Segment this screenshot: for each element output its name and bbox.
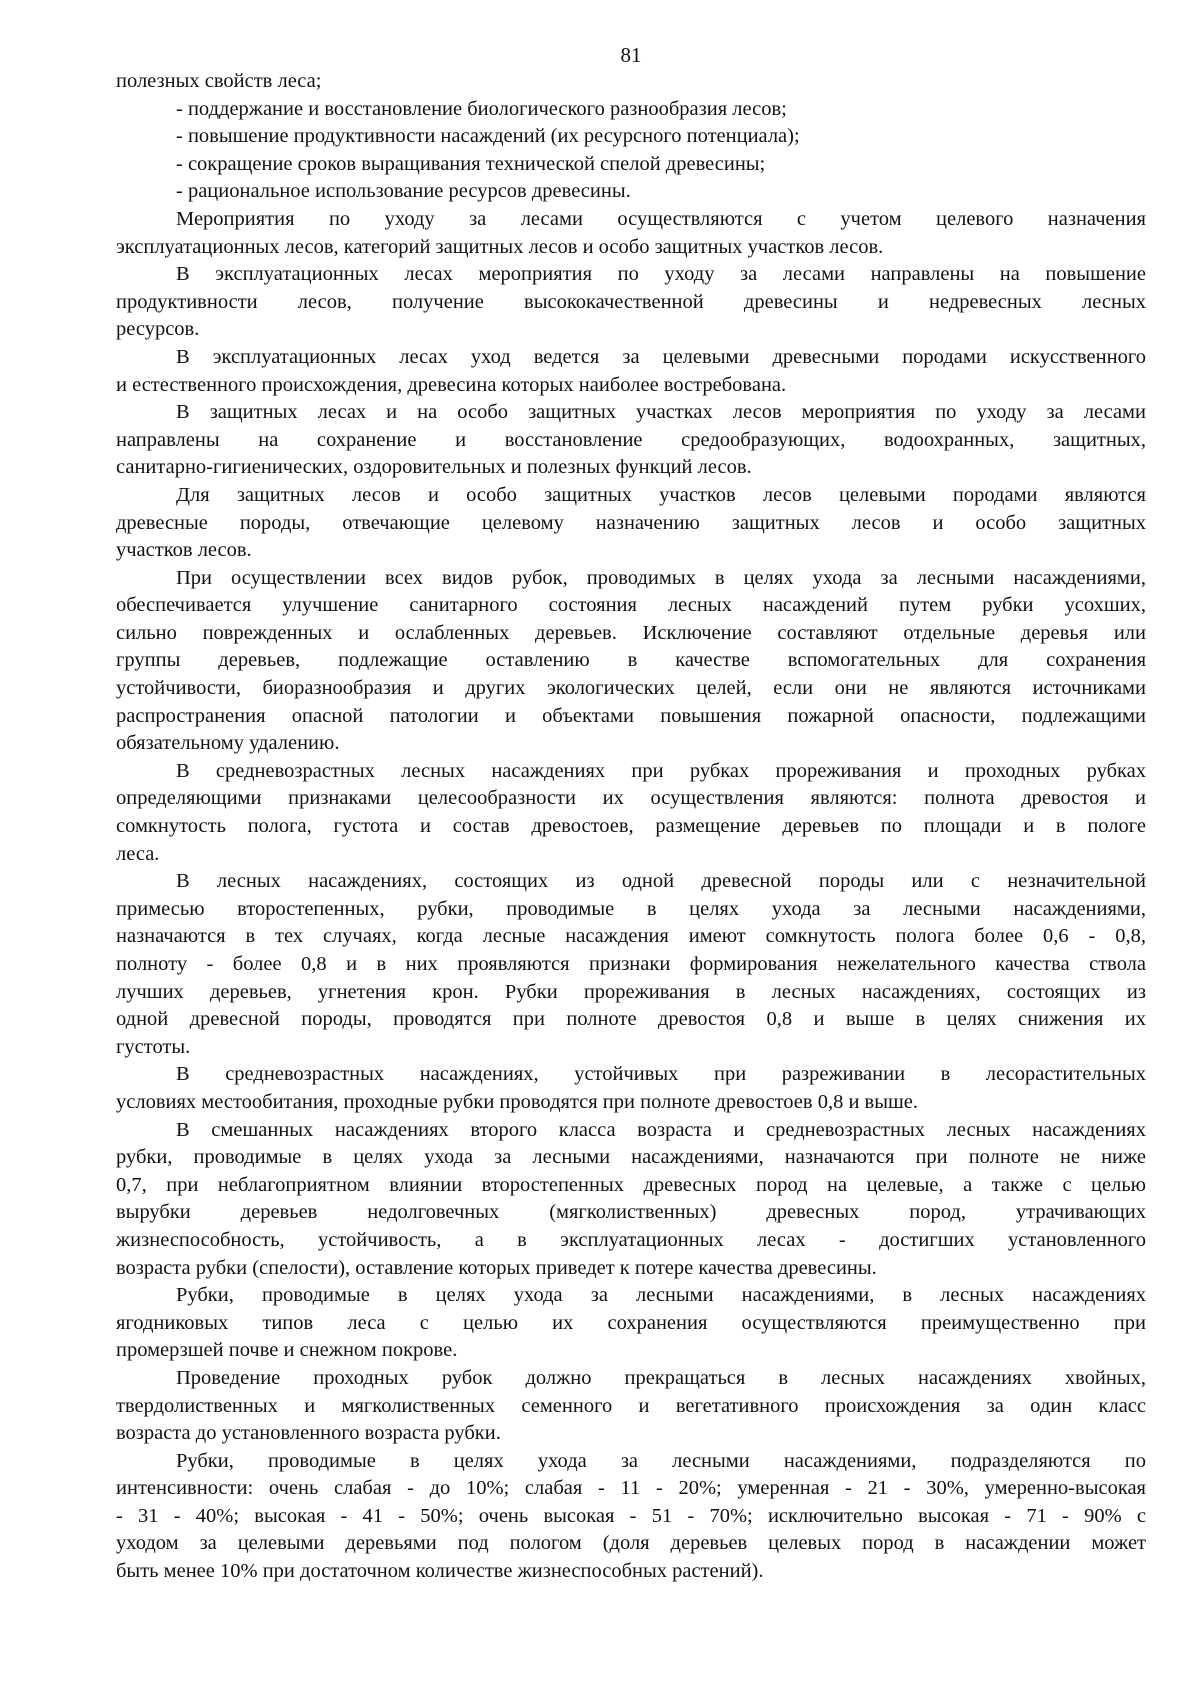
text-line: В средневозрастных насаждениях, устойчивых при разреживании в лесорастительных [176, 1063, 1146, 1086]
text-line: направлены на сохранение и восстановление средообразующих, водоохранных, защитных, [116, 428, 1146, 451]
text-line: обеспечивается улучшение санитарного состояния лесных насаждений путем рубки усохших, [116, 594, 1146, 617]
text-line: эксплуатационных лесов, категорий защитных лесов и особо защитных участков лесов. [116, 235, 884, 258]
text-line: 0,7, при неблагоприятном влиянии второстепенных древесных пород на целевые, а также с целью [116, 1173, 1146, 1196]
text-line: назначаются в тех случаях, когда лесные насаждения имеют сомкнутость полога более 0,6 - 0,8, [116, 925, 1146, 948]
text-line: интенсивности: очень слабая - до 10%; слабая - 11 - 20%; умеренная - 21 - 30%, умеренно-высокая [116, 1477, 1146, 1500]
text-line: - рациональное использование ресурсов древесины. [176, 180, 631, 203]
text-line: группы деревьев, подлежащие оставлению в качестве вспомогательных для сохранения [116, 649, 1146, 672]
text-line: возраста рубки (спелости), оставление которых приведет к потере качества древесины. [116, 1256, 877, 1279]
text-line: условиях местообитания, проходные рубки проводятся при полноте древостоев 0,8 и выше. [116, 1090, 919, 1113]
text-line: вырубки деревьев недолговечных (мягколиственных) древесных пород, утрачивающих [116, 1201, 1146, 1224]
text-line: сомкнутость полога, густота и состав древостоев, размещение деревьев по площади и в пологе [116, 815, 1146, 838]
page-number: 81 [620, 43, 642, 67]
text-line: - 31 - 40%; высокая - 41 - 50%; очень высокая - 51 - 70%; исключительно высокая - 71 - 90% с [116, 1504, 1146, 1527]
text-line: сильно поврежденных и ослабленных деревьев. Исключение составляют отдельные деревья или [116, 621, 1146, 644]
text-line: и естественного происхождения, древесина которых наиболее востребована. [116, 373, 787, 396]
text-line: В средневозрастных лесных насаждениях при рубках прореживания и проходных рубках [176, 759, 1146, 782]
text-line: участков лесов. [116, 539, 252, 562]
text-line: одной древесной породы, проводятся при полноте древостоя 0,8 и выше в целях снижения их [116, 1008, 1146, 1031]
text-line: В смешанных насаждениях второго класса возраста и средневозрастных лесных насаждениях [176, 1118, 1146, 1141]
text-line: твердолиственных и мягколиственных семенного и вегетативного происхождения за один класс [116, 1394, 1146, 1417]
document-body [116, 68, 1146, 1586]
text-line: санитарно-гигиенических, оздоровительных и полезных функций лесов. [116, 456, 752, 479]
text-line: Для защитных лесов и особо защитных участков лесов целевыми породами являются [176, 483, 1146, 506]
text-line: распространения опасной патологии и объектами повышения пожарной опасности, подлежащими [116, 704, 1146, 727]
text-line: густоты. [116, 1035, 191, 1058]
text-line: устойчивости, биоразнообразия и других экологических целей, если они не являются источниками [116, 677, 1146, 700]
text-line: В защитных лесах и на особо защитных участках лесов мероприятия по уходу за лесами [176, 401, 1146, 424]
text-line: Рубки, проводимые в целях ухода за лесными насаждениями, подразделяются по [176, 1449, 1146, 1472]
text-line: - поддержание и восстановление биологического разнообразия лесов; [176, 97, 787, 120]
text-line: продуктивности лесов, получение высококачественной древесины и недревесных лесных [116, 290, 1146, 313]
text-line: леса. [116, 842, 160, 865]
text-line: Мероприятия по уходу за лесами осуществляются с учетом целевого назначения [176, 207, 1146, 230]
text-line: - сокращение сроков выращивания технической спелой древесины; [176, 152, 766, 175]
text-line: В эксплуатационных лесах мероприятия по уходу за лесами направлены на повышение [176, 263, 1146, 286]
text-line: уходом за целевыми деревьями под пологом (доля деревьев целевых пород в насаждении может [116, 1532, 1146, 1555]
text-line: жизнеспособность, устойчивость, а в эксплуатационных лесах - достигших установленного [116, 1228, 1146, 1251]
text-line: лучших деревьев, угнетения крон. Рубки прореживания в лесных насаждениях, состоящих из [116, 980, 1146, 1003]
text-line: полноту - более 0,8 и в них проявляются признаки формирования нежелательного качества ствола [116, 953, 1146, 975]
text-line: ягодниковых типов леса с целью их сохранения осуществляются преимущественно при [116, 1311, 1146, 1334]
document-page [116, 42, 1146, 1586]
text-line: полезных свойств леса; [116, 70, 322, 92]
text-line: В лесных насаждениях, состоящих из одной древесной породы или с незначительной [176, 870, 1146, 893]
text-line: ресурсов. [116, 318, 200, 341]
text-line: В эксплуатационных лесах уход ведется за целевыми древесными породами искусственного [176, 345, 1146, 368]
text-line: При осуществлении всех видов рубок, проводимых в целях ухода за лесными насаждениями, [176, 566, 1146, 589]
text-line: рубки, проводимые в целях ухода за лесными насаждениями, назначаются при полноте не ниже [116, 1146, 1146, 1169]
text-line: возраста до установленного возраста рубки. [116, 1422, 501, 1445]
text-line: обязательному удалению. [116, 732, 340, 755]
text-line: - повышение продуктивности насаждений (их ресурсного потенциала); [176, 125, 800, 148]
text-line: Рубки, проводимые в целях ухода за лесными насаждениями, в лесных насаждениях [176, 1284, 1146, 1307]
text-line: промерзшей почве и снежном покрове. [116, 1339, 458, 1362]
text-line: определяющими признаками целесообразности их осуществления являются: полнота древостоя и [116, 787, 1146, 810]
text-line: примесью второстепенных, рубки, проводимые в целях ухода за лесными насаждениями, [116, 897, 1146, 920]
text-line: быть менее 10% при достаточном количестве жизнеспособных растений). [116, 1560, 764, 1583]
text-line: Проведение проходных рубок должно прекращаться в лесных насаждениях хвойных, [176, 1366, 1146, 1389]
text-line: древесные породы, отвечающие целевому назначению защитных лесов и особо защитных [116, 511, 1146, 534]
